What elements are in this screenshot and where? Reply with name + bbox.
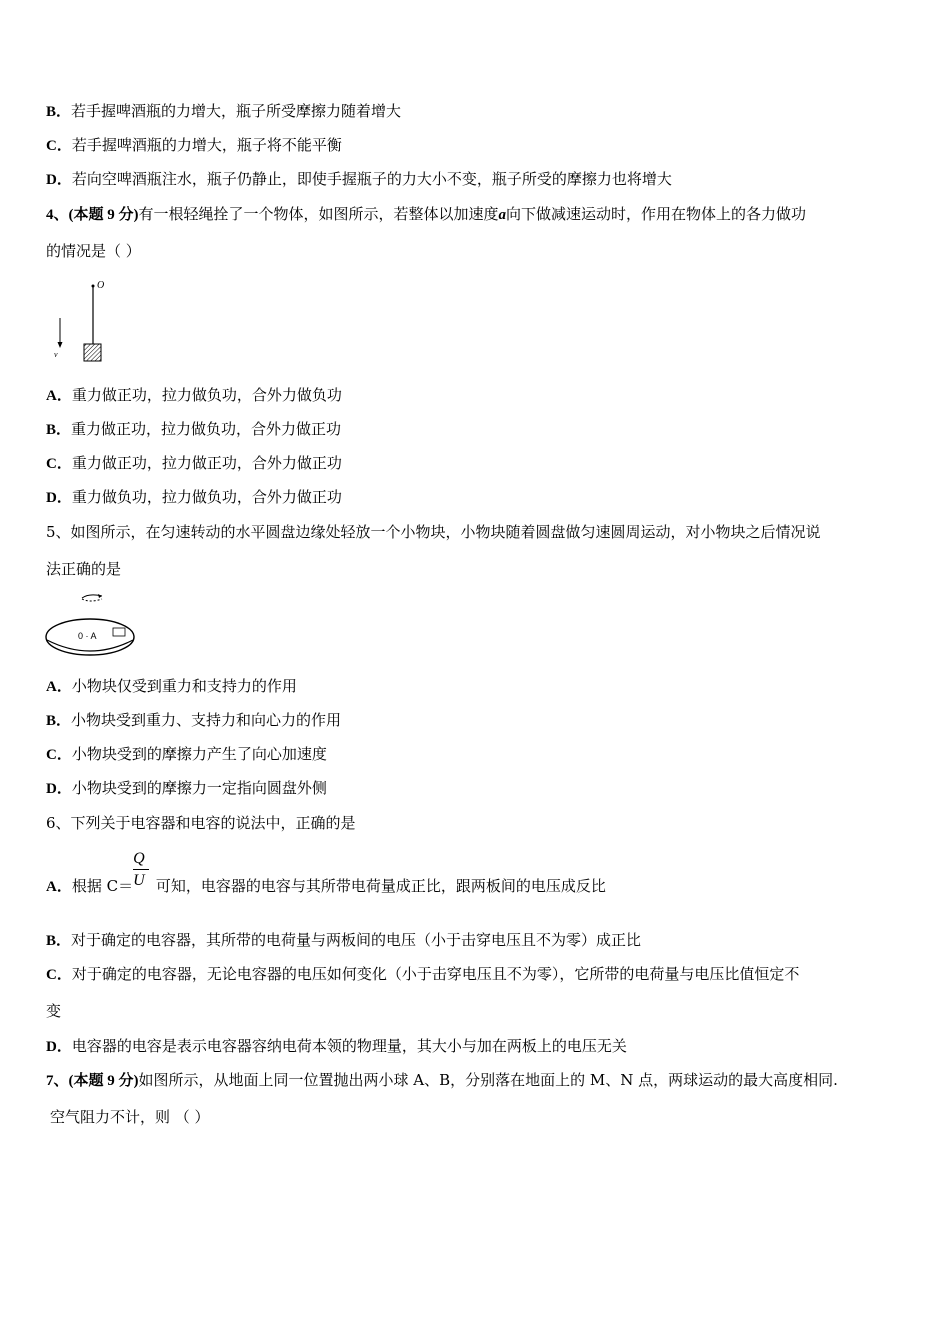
option-label: D． <box>46 172 72 188</box>
velocity-label: v <box>54 350 58 359</box>
q4-stem-line1 <box>46 204 806 225</box>
point-o-label: O <box>97 280 105 291</box>
q3-option-b <box>46 101 401 122</box>
q6-option-a <box>46 850 606 897</box>
question-number: 7、 <box>46 1073 69 1089</box>
option-text: 小物块受到的摩擦力产生了向心加速度 <box>71 745 327 763</box>
q4-option-c <box>46 453 342 474</box>
option-text: 重力做正功，拉力做负功，合外力做正功 <box>71 420 342 438</box>
option-label: C． <box>46 138 72 154</box>
fraction-bar <box>133 869 149 870</box>
q5-option-d <box>46 778 327 799</box>
rotation-arrowhead-icon <box>98 594 102 598</box>
arrow-head-icon <box>58 342 63 348</box>
q6-option-d <box>46 1036 627 1057</box>
option-text: 重力做负功，拉力做负功，合外力做正功 <box>71 488 342 506</box>
option-text-post: 可知，电容器的电容与其所带电荷量成正比，跟两板间的电压成反比 <box>151 877 606 895</box>
option-label: D． <box>46 781 72 797</box>
q3-option-d <box>46 169 672 190</box>
option-text: 小物块受到重力、支持力和向心力的作用 <box>71 711 342 729</box>
question-tag: (本题 9 分) <box>68 207 139 223</box>
question-tag: (本题 9 分) <box>68 1073 139 1089</box>
option-label: D． <box>46 490 72 506</box>
q5-disk-figure <box>44 590 140 660</box>
option-text: 电容器的电容是表示电容器容纳电荷本领的物理量，其大小与加在两板上的电压无关 <box>71 1037 627 1055</box>
q4-stem-line2: 的情况是（ ） <box>46 242 141 260</box>
option-label: A． <box>46 679 72 695</box>
option-label: B． <box>46 422 72 438</box>
q5-stem-line2: 法正确的是 <box>46 560 122 578</box>
q6-option-c-continued: 变 <box>46 1002 62 1020</box>
option-label: A． <box>46 879 72 895</box>
q6-stem: 6、下列关于电容器和电容的说法中，正确的是 <box>46 814 356 832</box>
option-label: D． <box>46 1039 72 1055</box>
option-text: 小物块受到的摩擦力一定指向圆盘外侧 <box>71 779 327 797</box>
q3-option-c <box>46 135 342 156</box>
rotation-arrow-dashed <box>82 599 102 601</box>
stem-text-a: 有一根轻绳拴了一个物体，如图所示，若整体以加速度 <box>138 205 499 223</box>
q5-option-c <box>46 744 327 765</box>
q5-option-a <box>46 676 297 697</box>
q6-option-c <box>46 964 799 985</box>
stem-text-b: 向下做减速运动时，作用在物体上的各力做功 <box>506 205 807 223</box>
q6-option-b <box>46 930 641 951</box>
capacitance-fraction <box>133 850 151 891</box>
q7-stem-line1 <box>46 1070 838 1091</box>
option-label: B． <box>46 104 72 120</box>
pivot-point <box>92 285 95 288</box>
fraction-numerator: Q <box>133 850 145 867</box>
option-text: 对于确定的电容器，无论电容器的电压如何变化（小于击穿电压且不为零），它所带的电荷量与电压比值恒定不 <box>71 965 800 983</box>
question-number: 4、 <box>46 207 69 223</box>
option-label: C． <box>46 967 72 983</box>
option-label: C． <box>46 747 72 763</box>
option-text-pre: 根据 C＝ <box>71 877 134 895</box>
option-label: A． <box>46 388 72 404</box>
q7-stem-line2: 空气阻力不计，则 （ ） <box>50 1108 210 1126</box>
option-text: 重力做正功，拉力做正功，合外力做正功 <box>71 454 342 472</box>
accel-symbol: a <box>498 207 507 223</box>
option-text: 对于确定的电容器，其所带的电荷量与两板间的电压（小于击穿电压且不为零）成正比 <box>71 931 642 949</box>
small-block <box>113 628 125 636</box>
option-label: C． <box>46 456 72 472</box>
disk-center-label: 0 · A <box>78 631 97 641</box>
option-text: 若手握啤酒瓶的力增大，瓶子将不能平衡 <box>71 136 342 154</box>
q4-rope-figure <box>48 276 118 366</box>
option-text: 重力做正功，拉力做负功，合外力做负功 <box>71 386 342 404</box>
q5-option-b <box>46 710 341 731</box>
option-label: B． <box>46 933 72 949</box>
hanging-block <box>84 344 101 361</box>
option-text: 若手握啤酒瓶的力增大，瓶子所受摩擦力随着增大 <box>71 102 402 120</box>
option-text: 小物块仅受到重力和支持力的作用 <box>71 677 297 695</box>
option-text: 若向空啤酒瓶注水，瓶子仍静止，即使手握瓶子的力大小不变，瓶子所受的摩擦力也将增大 <box>71 170 672 188</box>
option-label: B． <box>46 713 72 729</box>
q4-option-b <box>46 419 341 440</box>
q4-option-d <box>46 487 342 508</box>
stem-text: 如图所示，从地面上同一位置抛出两小球 A、B，分别落在地面上的 M、N 点，两球运动的最大高度相同. <box>138 1071 838 1089</box>
q5-stem-line1: 5、如图所示，在匀速转动的水平圆盘边缘处轻放一个小物块，小物块随着圆盘做匀速圆周运动，对小物块之后情况说 <box>46 523 821 541</box>
q4-option-a <box>46 385 342 406</box>
fraction-denominator: U <box>133 872 145 889</box>
